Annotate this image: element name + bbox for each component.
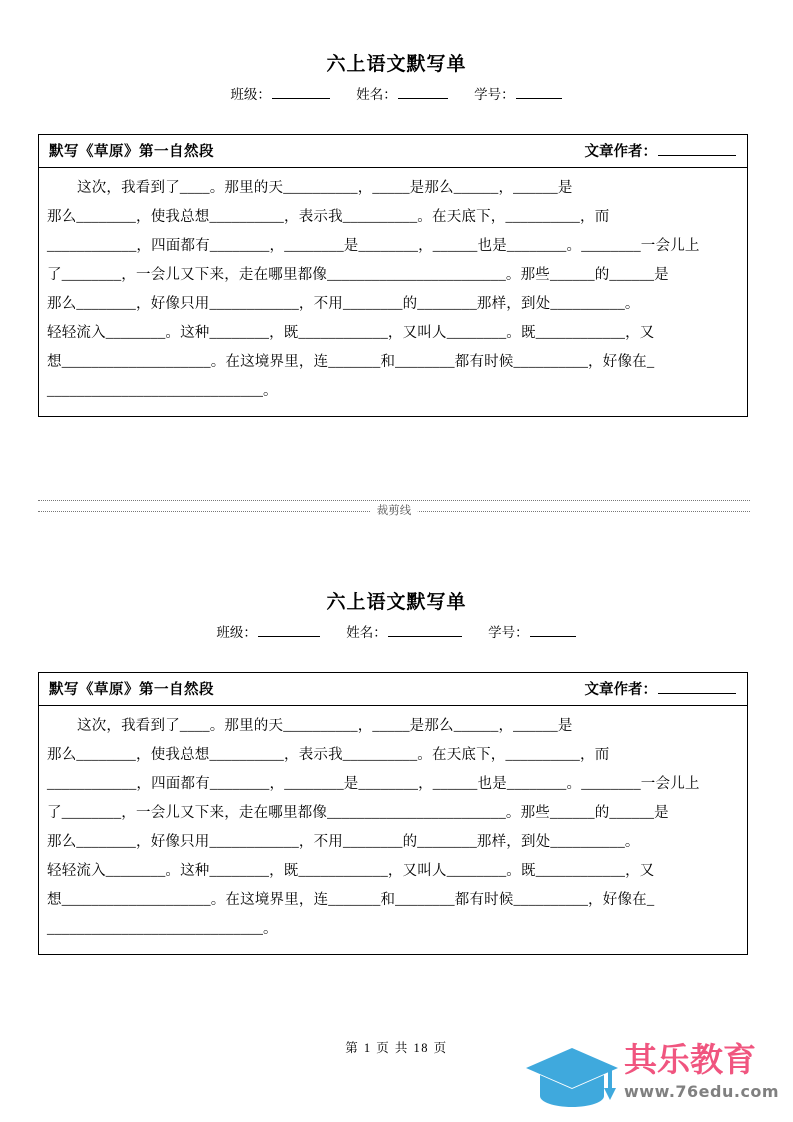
exercise-line: ____________，四面都有________，________是________，______也是________。________一会儿上 — [47, 238, 700, 254]
exercise-title-2: 默写《草原》第一自然段 — [49, 681, 214, 698]
class-blank[interactable] — [272, 86, 330, 99]
page-title: 六上语文默写单 — [326, 53, 467, 75]
exercise-title: 默写《草原》第一自然段 — [49, 143, 214, 160]
student-id-row-2 — [0, 620, 793, 646]
exercise-line: 了________，一会儿又下来，走在哪里都像________________________。那些______的______是 — [47, 267, 669, 283]
exercise-line: 想____________________。在这境界里，连_______和________都有时候__________，好像在_ — [47, 892, 655, 908]
name-blank[interactable] — [388, 624, 462, 637]
author-label: 文章作者： — [584, 143, 657, 160]
worksheet-copy-bottom — [0, 588, 793, 937]
cut-line-label: 裁剪线 — [371, 502, 418, 520]
author-label: 文章作者： — [584, 681, 657, 698]
exercise-line: 想____________________。在这境界里，连_______和________都有时候__________，好像在_ — [47, 354, 655, 370]
exercise-line: 轻轻流入________。这种________，既____________，又叫人________。既____________，又 — [47, 863, 655, 879]
student-number-blank[interactable] — [530, 624, 576, 637]
exercise-body — [39, 168, 747, 416]
exercise-line: 轻轻流入________。这种________，既____________，又叫人________。既____________，又 — [47, 325, 655, 341]
exercise-line — [47, 712, 739, 741]
class-field[interactable] — [216, 620, 321, 646]
student-number-label: 学号： — [488, 625, 529, 640]
exercise-box-header — [39, 135, 747, 168]
author-blank[interactable] — [658, 143, 736, 156]
exercise-line: 那么________，使我总想__________，表示我__________。在天底下，__________，而 — [47, 209, 610, 225]
exercise-box — [38, 134, 748, 417]
student-number-field[interactable] — [474, 82, 563, 108]
page-title-2: 六上语文默写单 — [326, 591, 467, 613]
exercise-body-2 — [39, 706, 747, 954]
exercise-line: 那么________，使我总想__________，表示我__________。在天底下，__________，而 — [47, 747, 610, 763]
exercise-line: ____________，四面都有________，________是________，______也是________。________一会儿上 — [47, 776, 700, 792]
site-logo — [524, 1038, 780, 1116]
author-blank[interactable] — [658, 681, 736, 694]
exercise-box-2 — [38, 672, 748, 955]
name-blank[interactable] — [398, 86, 448, 99]
student-number-label: 学号： — [474, 87, 515, 102]
exercise-line: 了________，一会儿又下来，走在哪里都像________________________。那些______的______是 — [47, 805, 669, 821]
exercise-line: _____________________________。 — [47, 921, 278, 937]
class-blank[interactable] — [258, 624, 320, 637]
worksheet-copy-top — [0, 50, 793, 399]
exercise-line: 那么________，好像只用____________，不用________的________那样，到处__________。 — [47, 296, 640, 312]
name-field[interactable] — [346, 620, 463, 646]
student-id-row — [0, 82, 793, 108]
brand-name: 其乐教育 — [624, 1040, 756, 1079]
cut-line-middle — [38, 501, 750, 521]
class-field[interactable] — [230, 82, 331, 108]
name-label: 姓名： — [346, 625, 387, 640]
brand-url: www.76edu.com — [624, 1082, 780, 1101]
class-label: 班级： — [230, 87, 271, 102]
logo-text-block — [624, 1040, 784, 1102]
name-label: 姓名： — [356, 87, 397, 102]
author-field-2[interactable] — [585, 678, 738, 699]
exercise-line: _____________________________。 — [47, 383, 278, 399]
exercise-line — [47, 174, 739, 203]
line-text: 这次，我看到了____。那里的天__________，_____是那么______，______是 — [77, 718, 573, 734]
graduation-cap-icon — [524, 1044, 620, 1110]
page-footer: 第 1 页 共 18 页 — [345, 1041, 448, 1055]
class-label: 班级： — [216, 625, 257, 640]
line-text: 这次，我看到了____。那里的天__________，_____是那么______，______是 — [77, 180, 573, 196]
student-number-blank[interactable] — [516, 86, 562, 99]
exercise-box-header-2 — [39, 673, 747, 706]
student-number-field[interactable] — [488, 620, 577, 646]
cut-line — [38, 500, 750, 521]
exercise-line: 那么________，好像只用____________，不用________的________那样，到处__________。 — [47, 834, 640, 850]
name-field[interactable] — [356, 82, 449, 108]
author-field[interactable] — [585, 140, 738, 161]
